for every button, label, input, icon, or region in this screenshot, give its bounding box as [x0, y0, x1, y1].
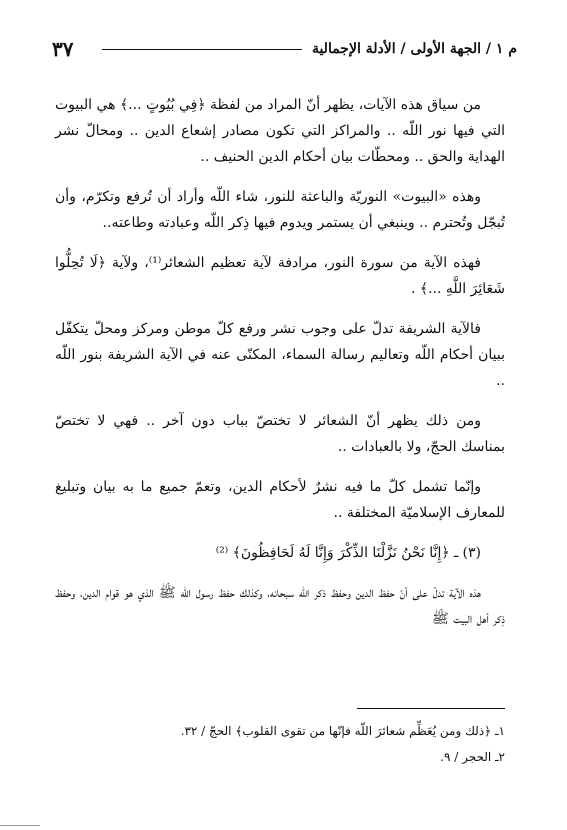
- footnote: ١ـ ﴿ذلك ومن يُعَظِّم شعائرَ اللّه فإنّها من تقوى القلوب﴾ الحجّ / ٣٢.: [180, 724, 505, 738]
- running-head: م ١ / الجهة الأولى / الأدلة الإجمالية: [311, 41, 517, 57]
- footnotes: [60, 718, 505, 770]
- scan-edge-mark: [0, 825, 40, 826]
- page-number: ٣٧: [52, 37, 74, 61]
- paragraph: فهذه الآية من سورة النور، مرادفة لآية تعظيم الشعائر⁽¹⁾، ولآية ﴿لَا تُحِلُّوا شَعَائِرَ اللَّهِ ...﴾ .: [55, 255, 505, 297]
- paragraph: ومن ذلك يظهر أنّ الشعائر لا تختصّ بباب دون آخر .. فهي لا تختصّ بمناسك الحجّ، ولا بالعبادات ..: [55, 413, 505, 455]
- quran-verse: (٣) ـ ﴿إِنَّا نَحْنُ نَزَّلْنَا الذِّكْرَ وَإِنَّا لَهُ لَحَافِظُونَ﴾ ⁽²⁾: [215, 545, 481, 561]
- page-header: [52, 38, 517, 60]
- paragraph: هذه الآية تدلّ على أنّ حفظ الدين وحفظ ذكر اللّه سبحانه، وكذلك حفظ رسول اللّه ﷺ الذي هو قوام الدين، وحفظ ذِكر أهل البيت ﷺ: [55, 585, 505, 627]
- paragraph: وإنّما تشمل كلّ ما فيه نشرٌ لأحكام الدين، وتعمّ جميع ما به بيان وتبليغ للمعارف الإسلاميّة المختلفة ..: [55, 479, 505, 521]
- paragraph: وهذه «البيوت» النوريّة والباعثة للنور، شاء اللّه وأراد أن تُرفع وتكرّم، وأن تُبجّل وتُحترم .. وينبغي أن يستمر ويدوم فيها ذِكر اللّه وعبادته وطاعته..: [55, 189, 505, 231]
- body-text: [55, 92, 505, 646]
- header-rule: [102, 49, 302, 50]
- paragraph: من سياق هذه الآيات، يظهر أنّ المراد من لفظة ﴿فِي بُيُوتٍ ...﴾ هي البيوت التي فيها نور اللّه .. والمراكز التي تكون مصادر إشعاع الدين .. ومحالّ نشر الهداية والحق .. ومحطّات بيان أحكام الدين الحنيف ..: [55, 97, 505, 165]
- footnote: ٢ـ الحجر / ٩.: [440, 750, 505, 764]
- paragraph: فالآية الشريفة تدلّ على وجوب نشر ورفع كلّ موطن ومركز ومحلّ يتكفّل ببيان أحكام اللّه وتعاليم رسالة السماء، المكنّى عنه في الآية الشريفة بنور اللّه ..: [55, 321, 505, 389]
- footnote-rule: [357, 708, 505, 709]
